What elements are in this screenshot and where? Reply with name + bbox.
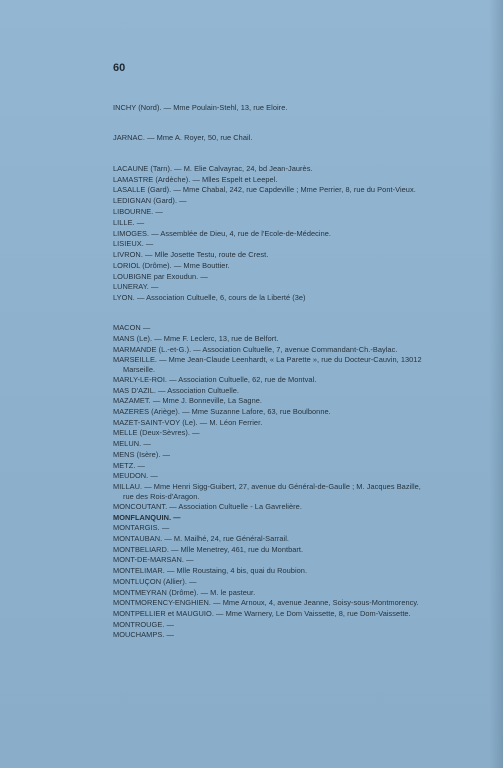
list-item: MEUDON. — <box>113 471 158 480</box>
list-item: MAZAMET. — Mme J. Bonneville, La Sagne. <box>113 396 262 405</box>
page-edge-shadow <box>489 0 503 768</box>
list-item: MARMANDE (L.-et-G.). — Association Cultuelle, 7, avenue Commandant-Ch.-Baylac. <box>113 345 398 354</box>
list-item: MAS D'AZIL. — Association Cultuelle. <box>113 386 240 395</box>
list-item: MONCOUTANT. — Association Cultuelle - La Gavrelière. <box>113 502 302 511</box>
list-item-continuation: rue des Rois-d'Aragon. <box>123 492 200 501</box>
list-item: MONTAUBAN. — M. Mailhé, 24, rue Général-Sarrail. <box>113 534 289 543</box>
list-item: MARSEILLE. — Mme Jean-Claude Leenhardt, « La Parette », rue du Docteur-Cauvin, 13012 Marseille. <box>113 355 448 375</box>
page-number: 60 <box>113 62 126 74</box>
list-item: LOUBIGNE par Exoudun. — <box>113 272 208 281</box>
list-item: JARNAC. — Mme A. Royer, 50, rue Chail. <box>113 133 253 142</box>
list-item: MONTBELIARD. — Mlle Menetrey, 461, rue du Montbart. <box>113 545 304 554</box>
list-item: MARLY-LE-ROI. — Association Cultuelle, 62, rue de Montval. <box>113 375 317 384</box>
list-item: MAZERES (Ariège). — Mme Suzanne Lafore, 63, rue Boulbonne. <box>113 407 331 416</box>
list-item: LAMASTRE (Ardèche). — Mlles Espelt et Leepel. <box>113 175 278 184</box>
list-item: LIVRON. — Mlle Josette Testu, route de Crest. <box>113 250 269 259</box>
list-item: LASALLE (Gard). — Mme Chabal, 242, rue Capdeville ; Mme Perrier, 8, rue du Pont-Vieux. <box>113 185 416 194</box>
list-item: MONTARGIS. — <box>113 523 170 532</box>
list-item: MILLAU. — Mme Henri Sigg-Guibert, 27, avenue du Général-de-Gaulle ; M. Jacques Bazille, rue des Rois-d'Aragon. <box>113 482 448 502</box>
list-item: LACAUNE (Tarn). — M. Elie Calvayrac, 24, bd Jean-Jaurès. <box>113 164 313 173</box>
list-item: MENS (Isère). — <box>113 450 171 459</box>
list-item: LIBOURNE. — <box>113 207 163 216</box>
list-item: MONTLUÇON (Allier). — <box>113 577 197 586</box>
list-item: MACON — <box>113 323 151 332</box>
list-item: MELLE (Deux-Sèvres). — <box>113 428 200 437</box>
list-item: MONFLANQUIN. — <box>113 513 181 522</box>
list-item: MANS (Le). — Mme F. Leclerc, 13, rue de Belfort. <box>113 334 279 343</box>
list-item: LUNERAY. — <box>113 282 159 291</box>
list-item: MONTROUGE. — <box>113 620 174 629</box>
list-item: MONTMEYRAN (Drôme). — M. le pasteur. <box>113 588 256 597</box>
list-item-continuation: Marseille. <box>123 365 156 374</box>
list-item: MONTELIMAR. — Mlle Roustaing, 4 bis, quai du Roubion. <box>113 566 308 575</box>
list-item: LILLE. — <box>113 218 145 227</box>
list-item: LISIEUX. — <box>113 239 154 248</box>
list-item: METZ. — <box>113 461 145 470</box>
list-item: MONT-DE-MARSAN. — <box>113 555 194 564</box>
list-item: MAZET-SAINT-VOY (Le). — M. Léon Ferrier. <box>113 418 263 427</box>
list-item: LIMOGES. — Assemblée de Dieu, 4, rue de l'Ecole-de-Médecine. <box>113 229 332 238</box>
list-item: INCHY (Nord). — Mme Poulain-Stehl, 13, rue Eloire. <box>113 103 288 112</box>
list-item: LORIOL (Drôme). — Mme Bouttier. <box>113 261 230 270</box>
list-item: LYON. — Association Cultuelle, 6, cours de la Liberté (3e) <box>113 293 306 302</box>
list-item: MOUCHAMPS. — <box>113 630 174 639</box>
list-item: MONTMORENCY-ENGHIEN. — Mme Arnoux, 4, avenue Jeanne, Soisy-sous-Montmorency. <box>113 598 419 607</box>
list-item: LEDIGNAN (Gard). — <box>113 196 187 205</box>
list-item: MONTPELLIER et MAUGUIO. — Mme Warnery, Le Dom Vaissette, 8, rue Dom-Vaissette. <box>113 609 411 618</box>
list-item: MELUN. — <box>113 439 151 448</box>
